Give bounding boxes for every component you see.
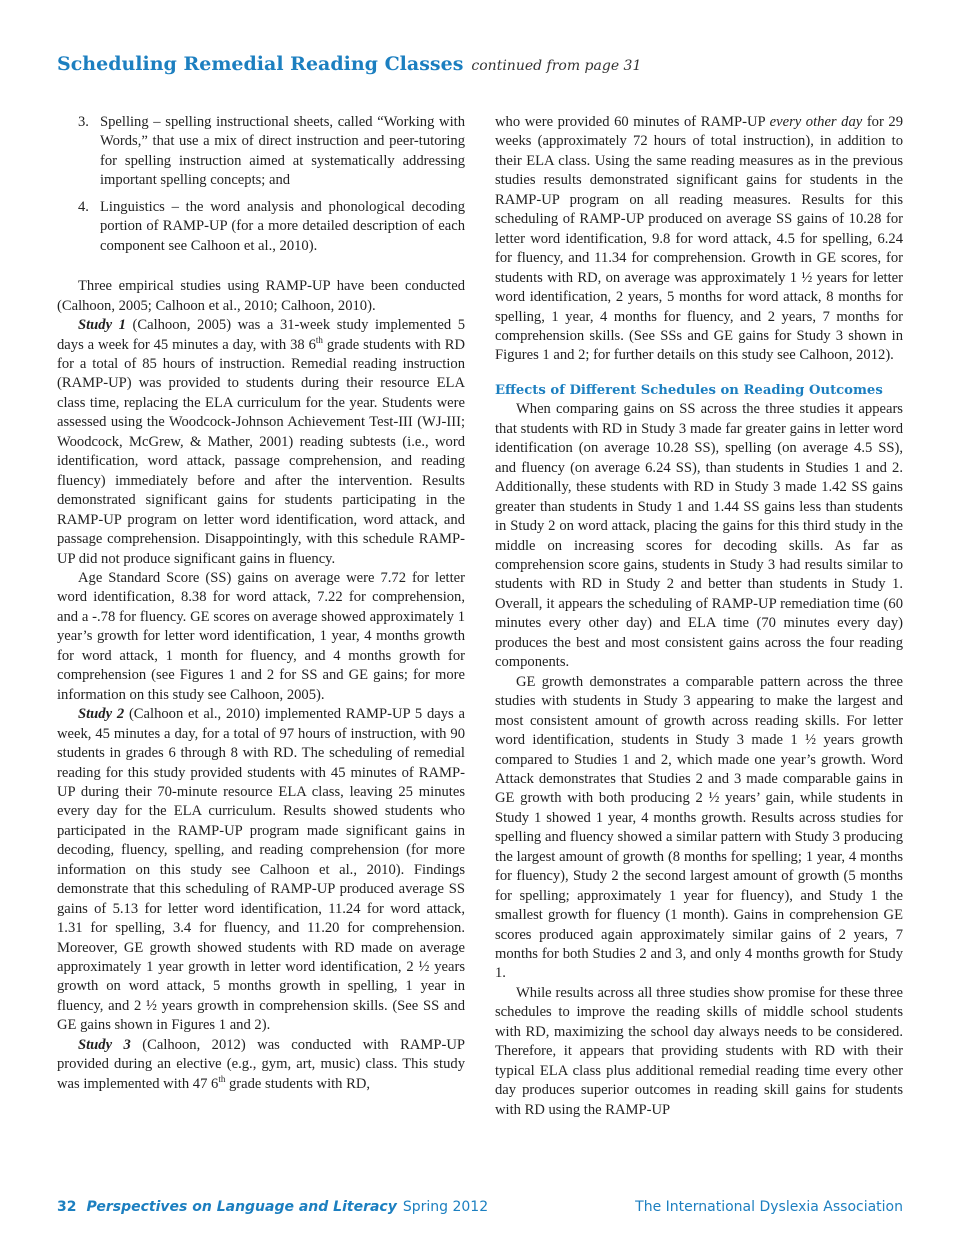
paragraph-compare: When comparing gains on SS across the three studies it appears that students with RD in Study 3 made far greater gains in letter word identification (on average 10.28 SS), spelling (on average 4.5 SS), and fluency (on average 6.24 SS), than students in Studies 1 and 2. Additionally, these students with RD in Study 3 made 1.42 SS gains greater than students in Study 1 and 1.44 SS gains less than students in Study 2 on word attack, placing the gains for this third study in the middle on increasing scores for decoding skills. As far as comprehension score gains, students in Study 3 had results similar to students with RD in Study 2 and better than students in Study 1. Overall, it appears the scheduling of RAMP-UP remediation time (60 minutes every other day) and ELA time (70 minutes every day) produces the best and most consistent gains across the four reading components.: [495, 401, 903, 671]
study-2-label: Study 2: [78, 706, 125, 723]
journal-name: Perspectives on Language and Literacy: [86, 1199, 397, 1215]
paragraph-ge-growth: GE growth demonstrates a comparable pattern across the three studies with students in Study 3 appearing to make the largest and most consistent amount of growth across reading skills. For letter word identification, students in Study 3 made 1 ½ years growth compared to Studies 1 and 2, which made one year’s growth. Word Attack demonstrates that Studies 2 and 3 made comparable gains in GE growth with both producing 2 ½ years’ gain, while students in Study 1 showed 1 year, 4 months growth. Results across studies for spelling and fluency showed a similar pattern with Study 3 producing the largest amount of growth (8 months for spelling; 1 year, 4 months for fluency), Study 2 the second largest amount of growth (5 months for spelling; approximately 1 year for fluency), and Study 1 the smallest growth for fluency (1 month). Gains in comprehension GE scores produced again approximately similar gains of 2 years, 7 months for both Studies 2 and 3, and only 4 months growth for Study 1.: [495, 673, 903, 982]
list-number: 3.: [78, 114, 89, 130]
paragraph-study-3: Study 3 (Calhoon, 2012) was conducted with RAMP-UP provided during an elective (e.g., gym, art, music) class. This study was implemented with 47 6th grade students with RD,: [57, 1036, 465, 1092]
article-title: Scheduling Remedial Reading Classes: [57, 53, 464, 75]
continued-note: continued from page 31: [471, 58, 642, 74]
issue-date: Spring 2012: [402, 1199, 489, 1215]
footer-right: [635, 1199, 903, 1215]
section-heading: Effects of Different Schedules on Reading Outcomes: [495, 382, 883, 398]
list-text: Spelling – spelling instructional sheets, called “Working with Words,” that use a mix of direct instruction and peer-tutoring for spelling instruction aimed at systematically addressing important spelling concepts; and: [100, 114, 465, 189]
right-column: [495, 113, 903, 1120]
study-3-label: Study 3: [78, 1036, 131, 1053]
running-head: [57, 53, 917, 75]
paragraph-age-ss: Age Standard Score (SS) gains on average were 7.72 for letter word identification, 8.38 for word attack, 7.22 for comprehension, and a -.78 for fluency. GE scores on average showed approximately 1 year’s growth for letter word identification, 1 year, 4 months growth for word attack, 1 month for fluency, and 4 months growth for comprehension (see Figures 1 and 2 for SS and GE gains; for more information on this study see Calhoon, 2005).: [57, 569, 465, 703]
organization-name: The International Dyslexia Association: [635, 1199, 903, 1215]
page-number: 32: [57, 1199, 77, 1215]
paragraph-study-2: Study 2 (Calhoon et al., 2010) implemented RAMP-UP 5 days a week, 45 minutes a day, for a total of 97 hours of instruction, with 90 students in grades 6 through 8 with RD. The scheduling of remedial reading for this study provided students with 45 minutes of RAMP-UP during their 70-minute resource ELA class, leaving 25 minutes every day for the ELA curriculum. Results showed students who participated in the RAMP-UP program made significant gains in decoding, fluency, spelling, and reading comprehension (for more information on this study see Calhoon et al., 2010). Findings demonstrate that this scheduling of RAMP-UP produced average SS gains of 5.13 for letter word identification, 11.24 for word attack, 1.31 for spelling, 3.4 for fluency, and 11.20 for comprehension. Moreover, GE growth showed students with RD made on average approximately 1 year growth in letter word identification, 2 ½ years growth on word attack, 5 months growth in spelling, 1 year in fluency, and 2 ½ years growth in comprehension skills. (See SS and GE gains shown in Figures 1 and 2).: [57, 706, 465, 1034]
paragraph-conclusion: While results across all three studies show promise for these three schedules to improve the reading skills of middle school students with RD, maximizing the school day always needs to be considered. Therefore, it appears that providing students with RD with their typical ELA class plus additional remedial reading time every other day produces superior outcomes in reading skill gains for students with RD using the RAMP-UP: [495, 984, 903, 1118]
list-item: [57, 198, 465, 256]
study-1-label: Study 1: [78, 317, 126, 334]
paragraph-intro: Three empirical studies using RAMP-UP have been conducted (Calhoon, 2005; Calhoon et al., 2010; Calhoon, 2010).: [57, 278, 465, 314]
paragraph-study-3-continued: who were provided 60 minutes of RAMP-UP every other day for 29 weeks (approximately 72 hours of total instruction), in addition to their ELA class. Using the same reading measures as in the previous studies results demonstrated significant gains for students in the RAMP-UP program on all reading measures. Results for this scheduling of RAMP-UP produced on average SS gains of 10.28 for letter word identification, 9.8 for word attack, 4.5 for spelling, 6.24 for fluency, and 11.34 for comprehension. Growth in GE scores, for students with RD, on average was approximately 1 ½ years for letter word identification, 2 years, 5 months for word attack, 8 months for spelling, 1 year, 4 months for fluency, and 2 years, 7 months for comprehension skills. (See SSs and GE gains for Study 3 shown in Figures 1 and 2; for further details on this study see Calhoon, 2012).: [495, 114, 903, 364]
list-text: Linguistics – the word analysis and phonological decoding portion of RAMP-UP (for a more detailed description of each component see Calhoon et al., 2010).: [100, 198, 465, 254]
component-list: [57, 113, 465, 256]
paragraph-study-1: Study 1 (Calhoon, 2005) was a 31-week study implemented 5 days a week for 45 minutes a day, with 38 6th grade students with RD for a total of 85 hours of instruction. Remedial reading instruction (RAMP-UP) was provided to students during their resource ELA class time, replacing the ELA curriculum for the year. Students were assessed using the Woodcock-Johnson Achievement Test-III (WJ-III; Woodcock, McGrew, & Mather, 2001) reading subtests (i.e., word identification, word attack, passage comprehension, and reading fluency) immediately before and after the intervention. Results demonstrated significant gains for students participating in the RAMP-UP program on letter word identification, word attack, and passage comprehension. Disappointingly, with this schedule RAMP-UP did not produce significant gains in fluency.: [57, 317, 465, 567]
left-column: [57, 113, 465, 1094]
list-item: [57, 113, 465, 191]
footer-left: [57, 1199, 488, 1215]
list-number: 4.: [78, 198, 89, 215]
